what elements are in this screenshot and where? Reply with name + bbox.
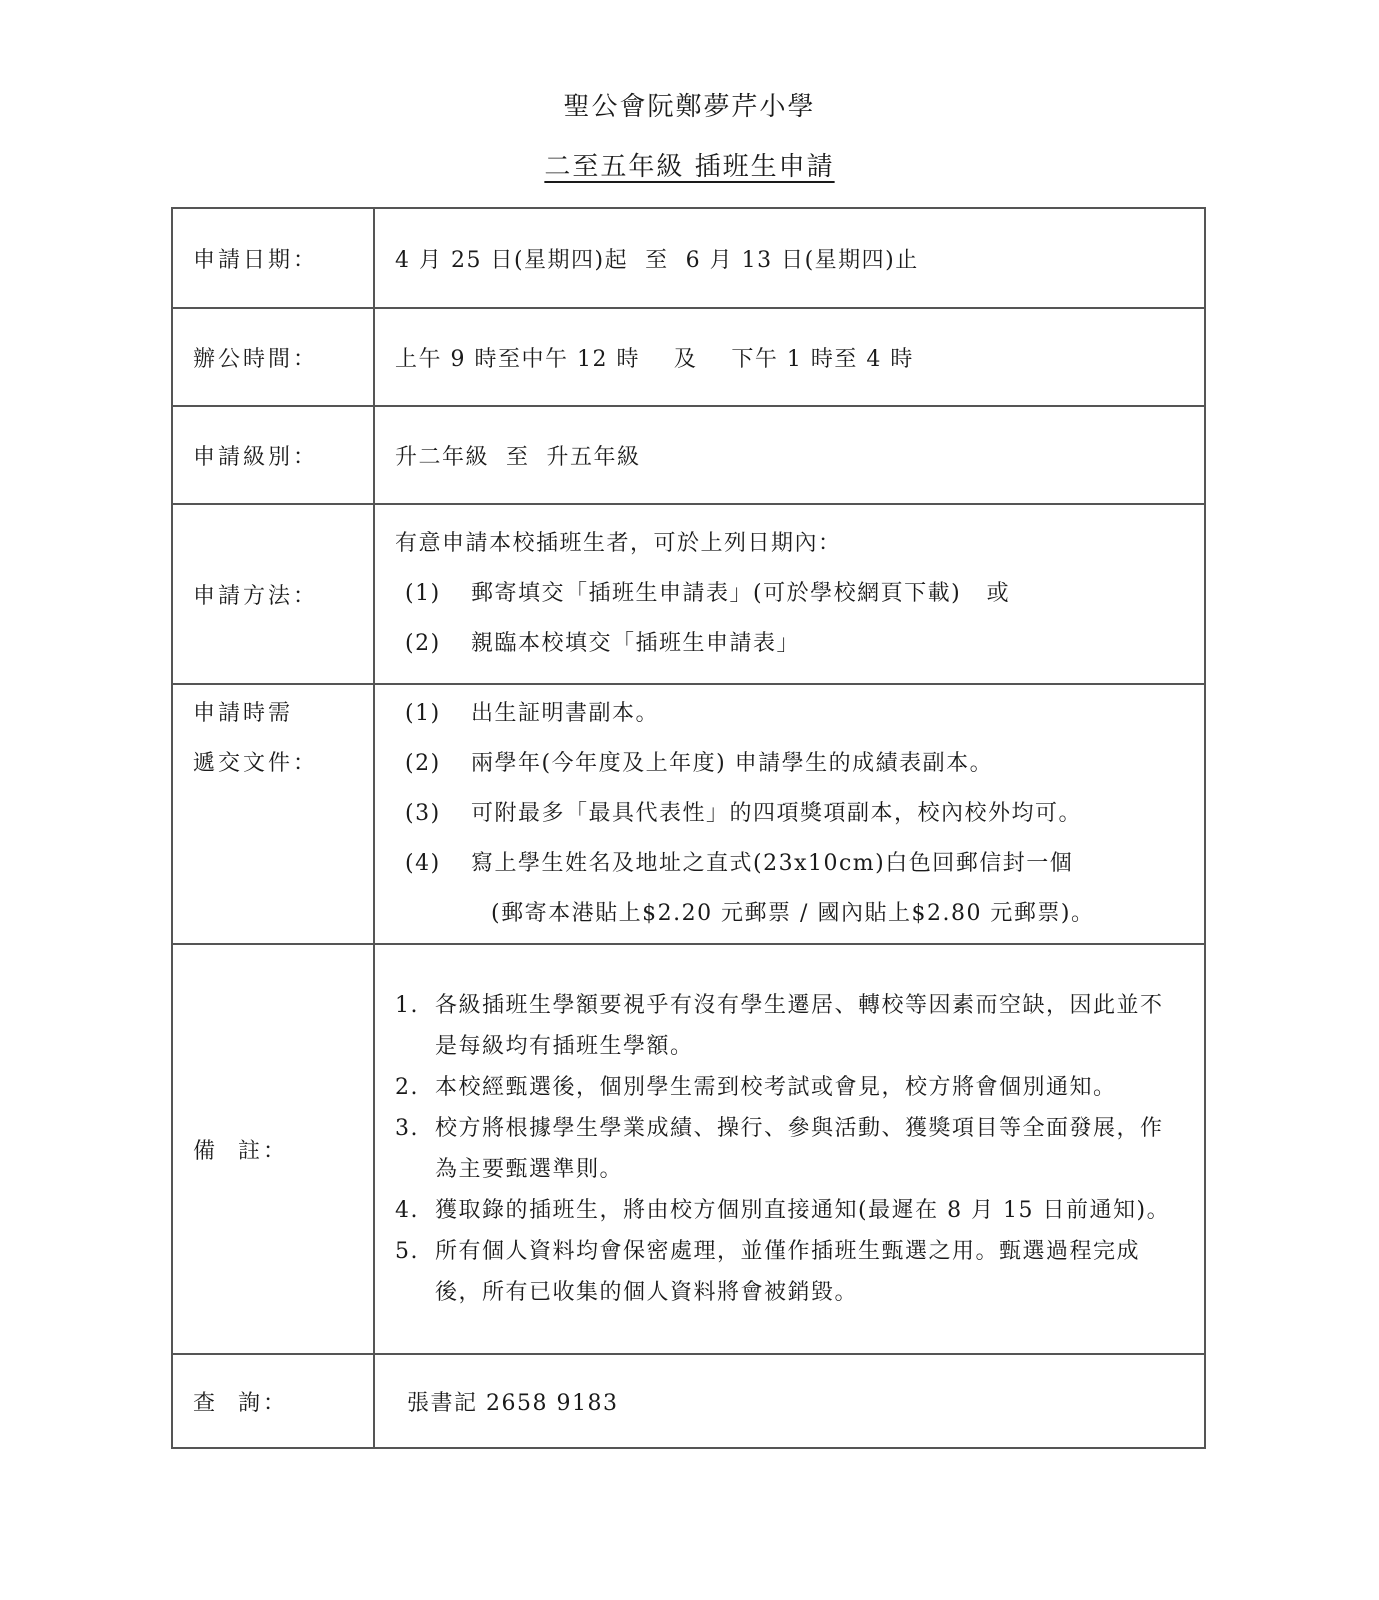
remark-number: 3.	[395, 1116, 419, 1141]
remark-text: 各級插班生學額要視乎有沒有學生遷居、轉校等因素而空缺，因此並不是每級均有插班生學額。	[435, 993, 1164, 1059]
method-intro: 有意申請本校插班生者，可於上列日期內：	[395, 531, 842, 556]
document-item-text: 兩學年(今年度及上年度) 申請學生的成績表副本。	[471, 751, 994, 776]
application-info-table	[171, 207, 1206, 1449]
document-item-text: 出生証明書副本。	[471, 701, 660, 726]
document-item-text: 寫上學生姓名及地址之直式(23x10cm)白色回郵信封一個	[471, 851, 1074, 876]
method-item-number: (1)	[405, 581, 441, 606]
value-required-documents	[374, 684, 1205, 944]
row-enquiry	[172, 1354, 1205, 1448]
label-required-documents-line2: 遞交文件：	[193, 751, 319, 776]
value-office-hours: 上午 9 時至中午 12 時 及 下午 1 時至 4 時	[374, 308, 1205, 406]
school-name: 聖公會阮鄭夢芹小學	[563, 92, 816, 122]
remark-item	[395, 1067, 1204, 1108]
remark-number: 4.	[395, 1198, 419, 1223]
method-item-text: 親臨本校填交「插班生申請表」	[471, 631, 801, 656]
document-item	[395, 739, 1204, 789]
method-item-text: 郵寄填交「插班生申請表」(可於學校網頁下載) 或	[471, 581, 1011, 606]
value-enquiry: 張書記 2658 9183	[374, 1354, 1205, 1448]
label-required-documents	[172, 684, 374, 944]
remark-number: 1.	[395, 993, 419, 1018]
value-application-date: 4 月 25 日(星期四)起 至 6 月 13 日(星期四)止	[374, 208, 1205, 308]
value-remarks	[374, 944, 1205, 1354]
remark-text: 本校經甄選後，個別學生需到校考試或會見，校方將會個別通知。	[435, 1075, 1117, 1100]
document-item	[395, 839, 1204, 889]
row-grades	[172, 406, 1205, 504]
label-grades: 申請級別：	[172, 406, 374, 504]
document-item-number: (4)	[405, 851, 441, 876]
label-enquiry: 查 詢：	[172, 1354, 374, 1448]
postage-note: (郵寄本港貼上$2.20 元郵票 / 國內貼上$2.80 元郵票)。	[491, 901, 1095, 926]
remark-text: 校方將根據學生學業成績、操行、參與活動、獲獎項目等全面發展，作為主要甄選準則。	[435, 1116, 1164, 1182]
page-title-text: 二至五年級 插班生申請	[544, 152, 835, 182]
remark-text: 所有個人資料均會保密處理，並僅作插班生甄選之用。甄選過程完成後，所有已收集的個人資料將會被銷毀。	[435, 1239, 1141, 1305]
row-required-documents	[172, 684, 1205, 944]
remark-text: 獲取錄的插班生，將由校方個別直接通知(最遲在 8 月 15 日前通知)。	[435, 1198, 1171, 1223]
remark-number: 5.	[395, 1239, 419, 1264]
document-item-text: 可附最多「最具代表性」的四項獎項副本，校內校外均可。	[471, 801, 1083, 826]
remark-item	[395, 985, 1204, 1067]
method-item	[395, 569, 1204, 619]
value-application-method	[374, 504, 1205, 684]
label-application-date: 申請日期：	[172, 208, 374, 308]
row-office-hours	[172, 308, 1205, 406]
page-title	[0, 146, 1379, 183]
method-item	[395, 619, 1204, 669]
remark-item	[395, 1108, 1204, 1190]
remark-item	[395, 1231, 1204, 1313]
row-application-method	[172, 504, 1205, 684]
document-item	[395, 689, 1204, 739]
label-remarks: 備 註：	[172, 944, 374, 1354]
remark-number: 2.	[395, 1075, 419, 1100]
document-item-number: (1)	[405, 701, 441, 726]
label-office-hours: 辦公時間：	[172, 308, 374, 406]
document-item-number: (2)	[405, 751, 441, 776]
method-item-number: (2)	[405, 631, 441, 656]
row-remarks	[172, 944, 1205, 1354]
label-required-documents-line1: 申請時需	[193, 701, 294, 726]
document-item	[395, 789, 1204, 839]
remark-item	[395, 1190, 1204, 1231]
label-application-method: 申請方法：	[172, 504, 374, 684]
value-grades: 升二年級 至 升五年級	[374, 406, 1205, 504]
row-application-date	[172, 208, 1205, 308]
document-item-number: (3)	[405, 801, 441, 826]
